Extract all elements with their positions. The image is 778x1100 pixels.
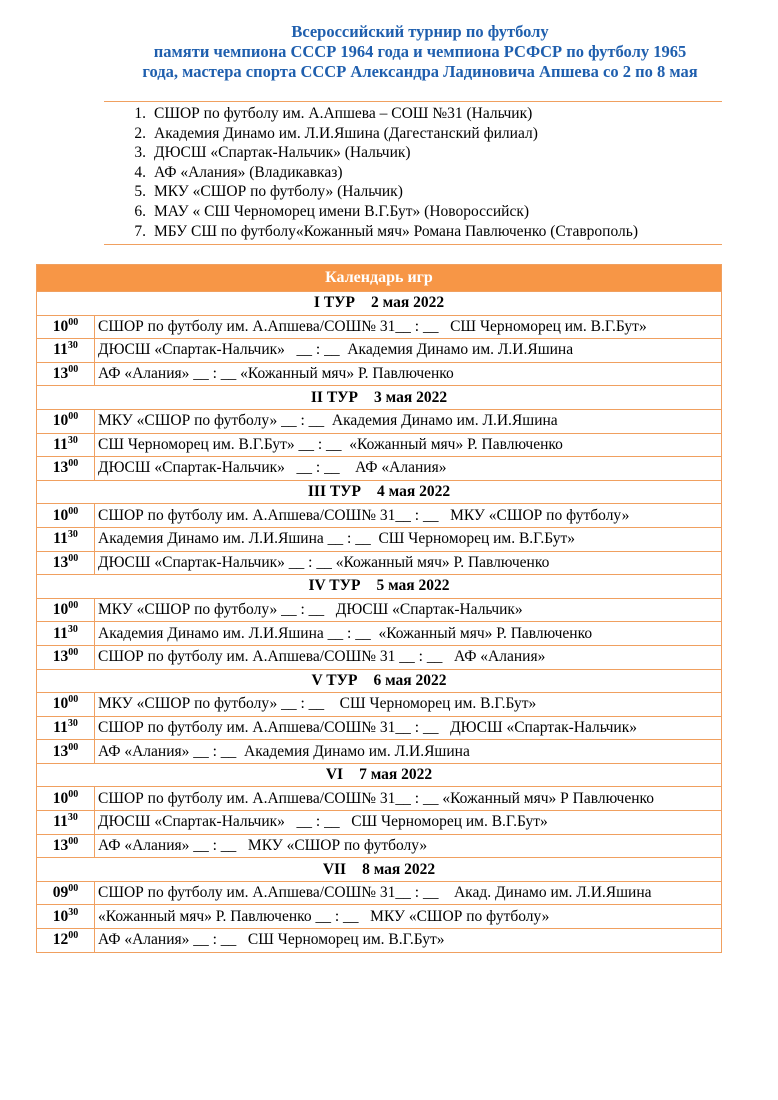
match-hour: 10 xyxy=(52,695,69,713)
match-teams: ДЮСШ «Спартак-Нальчик» __ : __ АФ «Алания» xyxy=(95,457,722,481)
match-teams: СШОР по футболу им. А.Апшева/СОШ№ 31__ : __ ДЮСШ «Спартак-Нальчик» xyxy=(95,716,722,740)
match-teams: ДЮСШ «Спартак-Нальчик» __ : __ «Кожанный мяч» Р. Павлюченко xyxy=(95,551,722,575)
match-hour: 10 xyxy=(52,789,69,807)
match-teams: СШОР по футболу им. А.Апшева/СОШ№ 31 __ : __ АФ «Алания» xyxy=(95,645,722,669)
round-header xyxy=(37,292,722,316)
match-teams: АФ «Алания» __ : __ МКУ «СШОР по футболу» xyxy=(95,834,722,858)
match-hour: 11 xyxy=(53,718,68,736)
match-time xyxy=(37,457,95,481)
match-time xyxy=(37,339,95,363)
round-name: IV ТУР xyxy=(308,577,361,595)
round-name: I ТУР xyxy=(313,294,355,312)
schedule-table xyxy=(36,264,722,953)
round-date: 2 мая 2022 xyxy=(371,294,445,312)
match-minutes: 30 xyxy=(67,434,78,446)
team-number: 5. xyxy=(134,183,146,201)
team-number: 7. xyxy=(134,222,146,240)
match-teams: СШОР по футболу им. А.Апшева/СОШ№ 31__ : __ СШ Черноморец им. В.Г.Бут» xyxy=(95,315,722,339)
match-teams: «Кожанный мяч» Р. Павлюченко __ : __ МКУ «СШОР по футболу» xyxy=(95,905,722,929)
round-name: V ТУР xyxy=(311,671,358,689)
team-item xyxy=(104,143,722,163)
team-item xyxy=(104,163,722,183)
match-minutes: 00 xyxy=(68,930,79,942)
match-row xyxy=(37,716,722,740)
round-date: 8 мая 2022 xyxy=(362,860,436,878)
round-name: III ТУР xyxy=(307,483,362,501)
match-hour: 10 xyxy=(52,601,69,619)
title-line-2: памяти чемпиона СССР 1964 года и чемпиона РСФСР по футболу 1965 xyxy=(153,42,687,61)
match-row xyxy=(37,409,722,433)
match-row xyxy=(37,929,722,953)
match-teams: МКУ «СШОР по футболу» __ : __ Академия Динамо им. Л.И.Яшина xyxy=(95,409,722,433)
match-minutes: 30 xyxy=(67,529,78,541)
match-row xyxy=(37,693,722,717)
title-line-3: года, мастера спорта СССР Александра Ладиновича Апшева со 2 по 8 мая xyxy=(142,62,698,81)
match-hour: 13 xyxy=(52,553,69,571)
team-number: 2. xyxy=(134,124,146,142)
calendar-heading: Календарь игр xyxy=(37,265,722,292)
match-time xyxy=(37,905,95,929)
round-header-row xyxy=(37,480,722,504)
round-header-row xyxy=(37,575,722,599)
match-teams: Академия Динамо им. Л.И.Яшина __ : __ СШ Черноморец им. В.Г.Бут» xyxy=(95,527,722,551)
match-minutes: 30 xyxy=(67,340,78,352)
match-minutes: 00 xyxy=(68,505,79,517)
team-item xyxy=(104,202,722,222)
team-name: Академия Динамо им. Л.И.Яшина (Дагестанский филиал) xyxy=(154,124,538,142)
round-header xyxy=(37,386,722,410)
match-time xyxy=(37,834,95,858)
match-row xyxy=(37,645,722,669)
team-name: АФ «Алания» (Владикавказ) xyxy=(154,163,343,181)
match-time xyxy=(37,787,95,811)
match-row xyxy=(37,787,722,811)
calendar-header-row xyxy=(37,265,722,292)
team-name: ДЮСШ «Спартак-Нальчик» (Нальчик) xyxy=(154,144,411,162)
match-minutes: 30 xyxy=(67,717,78,729)
round-date: 4 мая 2022 xyxy=(377,483,451,501)
team-item xyxy=(104,182,722,202)
match-time xyxy=(37,716,95,740)
match-teams: СШОР по футболу им. А.Апшева/СОШ№ 31__ : __ МКУ «СШОР по футболу» xyxy=(95,504,722,528)
round-header-row xyxy=(37,858,722,882)
match-minutes: 00 xyxy=(68,316,79,328)
match-hour: 11 xyxy=(53,813,68,831)
match-minutes: 30 xyxy=(67,812,78,824)
match-row xyxy=(37,362,722,386)
match-minutes: 30 xyxy=(68,906,79,918)
participants-list xyxy=(104,101,722,245)
match-row xyxy=(37,598,722,622)
team-name: МБУ СШ по футболу«Кожанный мяч» Романа Павлюченко (Ставрополь) xyxy=(154,222,638,240)
match-hour: 10 xyxy=(52,317,69,335)
match-time xyxy=(37,929,95,953)
match-minutes: 00 xyxy=(68,694,79,706)
match-time xyxy=(37,622,95,646)
match-hour: 12 xyxy=(52,931,69,949)
match-teams: АФ «Алания» __ : __ Академия Динамо им. Л.И.Яшина xyxy=(95,740,722,764)
match-hour: 10 xyxy=(52,412,69,430)
match-time xyxy=(37,362,95,386)
round-name: VI xyxy=(325,766,344,784)
round-header xyxy=(37,858,722,882)
match-time xyxy=(37,409,95,433)
team-name: МАУ « СШ Черноморец имени В.Г.Бут» (Новороссийск) xyxy=(154,202,530,220)
match-time xyxy=(37,433,95,457)
round-header-row xyxy=(37,386,722,410)
match-minutes: 00 xyxy=(68,458,79,470)
round-date: 6 мая 2022 xyxy=(373,671,447,689)
round-date: 7 мая 2022 xyxy=(359,766,433,784)
match-minutes: 00 xyxy=(68,552,79,564)
match-hour: 10 xyxy=(52,506,69,524)
match-row xyxy=(37,433,722,457)
match-hour: 11 xyxy=(53,530,68,548)
match-teams: Академия Динамо им. Л.И.Яшина __ : __ «Кожанный мяч» Р. Павлюченко xyxy=(95,622,722,646)
match-teams: МКУ «СШОР по футболу» __ : __ ДЮСШ «Спартак-Нальчик» xyxy=(95,598,722,622)
match-time xyxy=(37,315,95,339)
round-date: 3 мая 2022 xyxy=(374,388,448,406)
match-hour: 13 xyxy=(52,648,69,666)
team-number: 6. xyxy=(134,202,146,220)
match-row xyxy=(37,811,722,835)
round-date: 5 мая 2022 xyxy=(376,577,450,595)
tournament-title xyxy=(80,22,760,82)
team-item xyxy=(104,124,722,144)
match-minutes: 00 xyxy=(68,788,79,800)
match-minutes: 00 xyxy=(68,741,79,753)
round-header xyxy=(37,763,722,787)
match-hour: 13 xyxy=(52,742,69,760)
match-minutes: 30 xyxy=(67,623,78,635)
match-row xyxy=(37,504,722,528)
team-item xyxy=(104,222,722,242)
match-hour: 13 xyxy=(52,836,69,854)
match-time xyxy=(37,551,95,575)
match-time xyxy=(37,598,95,622)
team-name: СШОР по футболу им. А.Апшева – СОШ №31 (Нальчик) xyxy=(154,105,533,122)
match-hour: 11 xyxy=(53,341,68,359)
match-teams: АФ «Алания» __ : __ «Кожанный мяч» Р. Павлюченко xyxy=(95,362,722,386)
match-teams: ДЮСШ «Спартак-Нальчик» __ : __ СШ Черноморец им. В.Г.Бут» xyxy=(95,811,722,835)
match-time xyxy=(37,693,95,717)
round-header xyxy=(37,575,722,599)
match-row xyxy=(37,551,722,575)
match-minutes: 00 xyxy=(68,647,79,659)
team-item xyxy=(104,104,722,124)
match-teams: СШОР по футболу им. А.Апшева/СОШ№ 31__ : __ Акад. Динамо им. Л.И.Яшина xyxy=(95,881,722,905)
match-minutes: 00 xyxy=(68,600,79,612)
match-row xyxy=(37,740,722,764)
match-row xyxy=(37,315,722,339)
match-teams: СШ Черноморец им. В.Г.Бут» __ : __ «Кожанный мяч» Р. Павлюченко xyxy=(95,433,722,457)
match-teams: ДЮСШ «Спартак-Нальчик» __ : __ Академия Динамо им. Л.И.Яшина xyxy=(95,339,722,363)
match-time xyxy=(37,504,95,528)
match-minutes: 00 xyxy=(68,411,79,423)
round-header xyxy=(37,669,722,693)
round-header-row xyxy=(37,292,722,316)
round-name: VII xyxy=(322,860,347,878)
match-hour: 10 xyxy=(52,907,69,925)
match-row xyxy=(37,881,722,905)
round-name: II ТУР xyxy=(310,388,359,406)
match-hour: 13 xyxy=(52,365,69,383)
team-number: 1. xyxy=(134,105,146,122)
match-hour: 13 xyxy=(52,459,69,477)
match-teams: СШОР по футболу им. А.Апшева/СОШ№ 31__ : __ «Кожанный мяч» Р Павлюченко xyxy=(95,787,722,811)
match-teams: МКУ «СШОР по футболу» __ : __ СШ Черноморец им. В.Г.Бут» xyxy=(95,693,722,717)
match-hour: 09 xyxy=(52,884,69,902)
team-number: 3. xyxy=(134,144,146,162)
round-header-row xyxy=(37,669,722,693)
match-time xyxy=(37,881,95,905)
team-name: МКУ «СШОР по футболу» (Нальчик) xyxy=(154,183,403,201)
match-time xyxy=(37,645,95,669)
match-time xyxy=(37,811,95,835)
match-teams: АФ «Алания» __ : __ СШ Черноморец им. В.Г.Бут» xyxy=(95,929,722,953)
round-header xyxy=(37,480,722,504)
match-row xyxy=(37,457,722,481)
match-minutes: 00 xyxy=(68,364,79,376)
match-time xyxy=(37,740,95,764)
match-minutes: 00 xyxy=(68,835,79,847)
match-row xyxy=(37,339,722,363)
match-hour: 11 xyxy=(53,435,68,453)
match-row xyxy=(37,622,722,646)
match-row xyxy=(37,834,722,858)
match-row xyxy=(37,905,722,929)
title-line-1: Всероссийский турнир по футболу xyxy=(291,22,549,41)
team-number: 4. xyxy=(134,163,146,181)
match-time xyxy=(37,527,95,551)
match-minutes: 00 xyxy=(68,883,79,895)
round-header-row xyxy=(37,763,722,787)
match-hour: 11 xyxy=(53,624,68,642)
match-row xyxy=(37,527,722,551)
